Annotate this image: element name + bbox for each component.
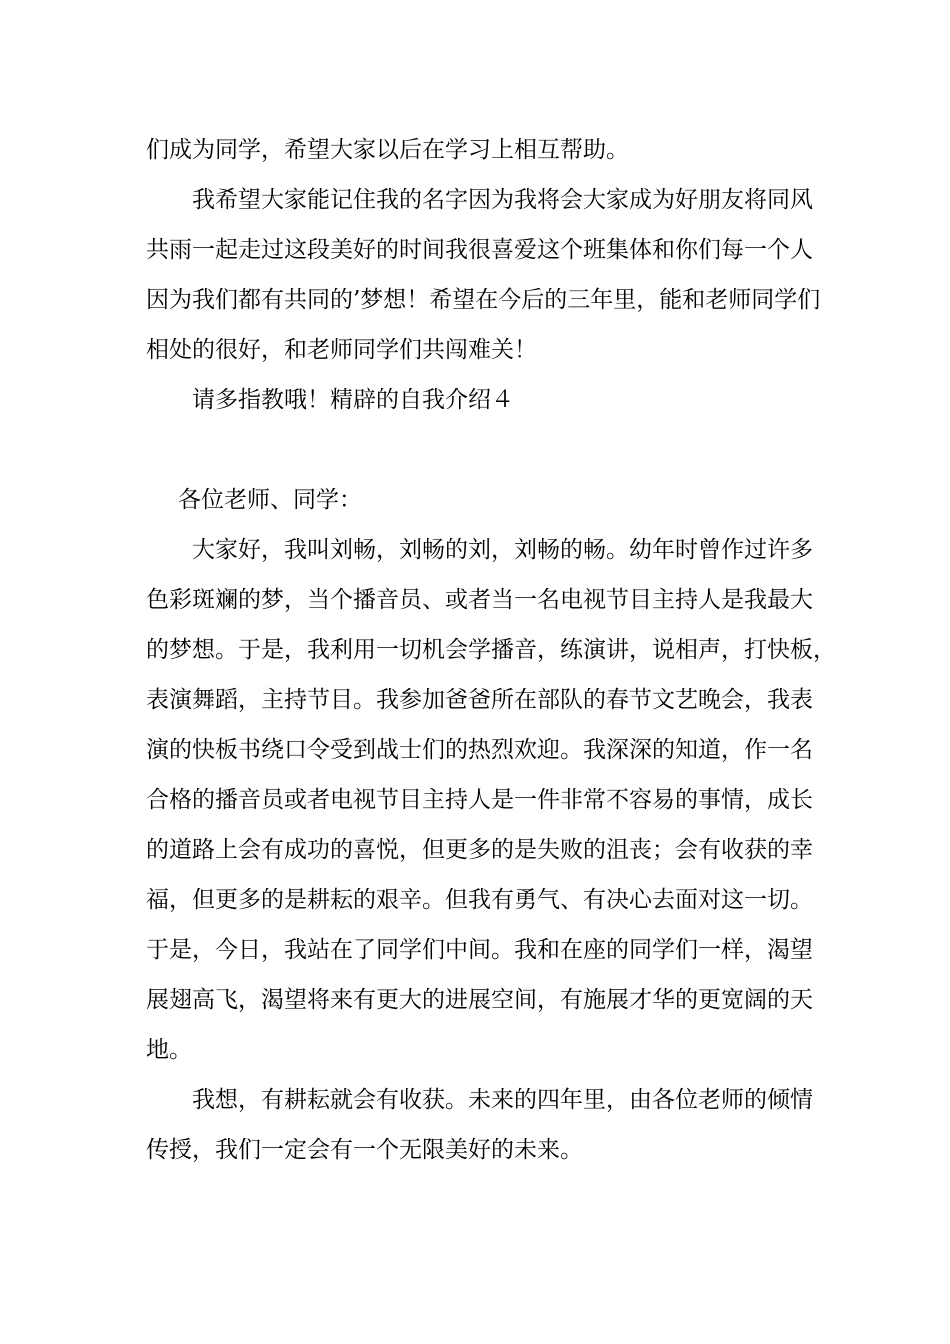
text-line: 的梦想。于是，我利用一切机会学播音，练演讲，说相声，打快板，: [146, 637, 836, 663]
text-line: 表演舞蹈，主持节目。我参加爸爸所在部队的春节文艺晚会，我表: [146, 687, 813, 713]
text-line: 相处的很好，和老师同学们共闯难关！: [146, 337, 537, 363]
text-line: 我想，有耕耘就会有收获。未来的四年里，由各位老师的倾情: [192, 1087, 813, 1113]
text-line: 演的快板书绕口令受到战士们的热烈欢迎。我深深的知道，作一名: [146, 737, 813, 763]
text-line: 展翅高飞，渴望将来有更大的进展空间，有施展才华的更宽阔的天: [146, 987, 813, 1013]
text-line: 我希望大家能记住我的名字因为我将会大家成为好朋友将同风: [192, 187, 813, 213]
text-line: 于是，今日，我站在了同学们中间。我和在座的同学们一样，渴望: [146, 937, 813, 963]
text-line: 共雨一起走过这段美好的时间我很喜爱这个班集体和你们每一个人: [146, 237, 813, 263]
text-line: 福，但更多的是耕耘的艰辛。但我有勇气、有决心去面对这一切。: [146, 887, 813, 913]
text-line: 的道路上会有成功的喜悦，但更多的是失败的沮丧；会有收获的幸: [146, 837, 813, 863]
greeting-line: 各位老师、同学：: [178, 487, 362, 513]
text-line: 地。: [146, 1037, 192, 1063]
text-line: 传授，我们一定会有一个无限美好的未来。: [146, 1137, 583, 1163]
text-line: 大家好，我叫刘畅，刘畅的刘，刘畅的畅。幼年时曾作过许多: [192, 537, 813, 563]
text-line: 合格的播音员或者电视节目主持人是一件非常不容易的事情，成长: [146, 787, 813, 813]
text-line: 色彩斑斓的梦，当个播音员、或者当一名电视节目主持人是我最大: [146, 587, 813, 613]
text-line: 们成为同学，希望大家以后在学习上相互帮助。: [146, 137, 629, 163]
section-heading: 请多指教哦！精辟的自我介绍４: [192, 387, 514, 413]
text-line: 因为我们都有共同的’梦想！希望在今后的三年里，能和老师同学们: [146, 287, 821, 313]
